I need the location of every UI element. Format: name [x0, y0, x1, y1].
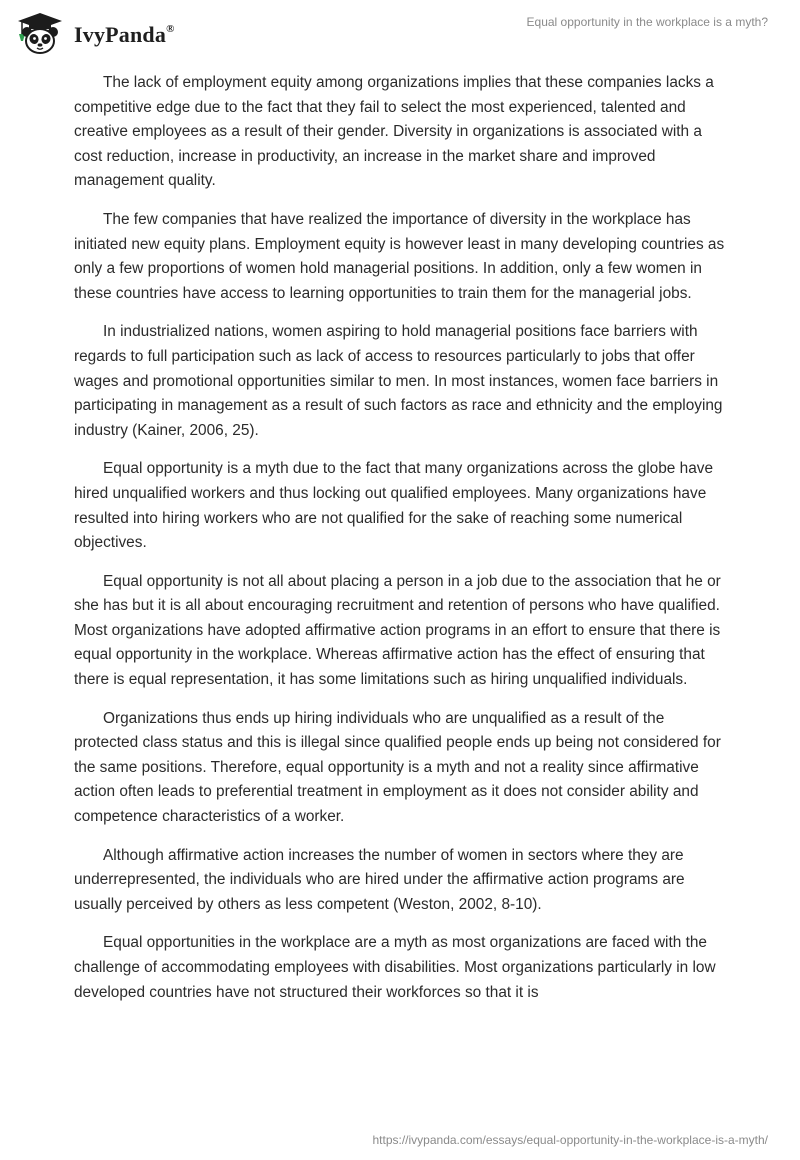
paragraph: In industrialized nations, women aspiring to hold managerial positions face barriers with regards to full participation such as lack of access to resources particularly to jobs that offer wages and promotional opportunities similar to men. In most instances, women face barriers in participating in management as a result of such factors as race and ethnicity and the employing industry (Kainer, 2006, 25). [74, 323, 723, 439]
panda-graduate-icon [14, 10, 66, 56]
ivypanda-logo[interactable] [14, 10, 175, 56]
paragraph: The few companies that have realized the importance of diversity in the workplace has initiated new equity plans. Employment equity is however least in many developing countries as only a few proportions of women hold managerial positions. In addition, only a few women in these countries have access to learning opportunities to train them for the managerial jobs. [74, 210, 725, 302]
paragraph: Equal opportunity is not all about placing a person in a job due to the association that he or she has but it is all about encouraging recruitment and retention of persons who have qualified. Most organizations have adopted affirmative action programs in an effort to ensure that there is equal opportunity in the workplace. Whereas affirmative action has the effect of ensuring that there is equal representation, it has some limitations such as hiring unqualified individuals. [74, 572, 721, 689]
essay-title: Equal opportunity in the workplace is a myth? [526, 15, 768, 29]
brand-name: IvyPanda® [74, 22, 175, 47]
paragraph: Although affirmative action increases the number of women in sectors where they are underrepresented, the individuals who are hired under the affirmative action programs are usually perceived by others as less competent (Weston, 2002, 8-10). [74, 846, 685, 913]
paragraph: Equal opportunities in the workplace are a myth as most organizations are faced with the challenge of accommodating employees with disabilities. Most organizations particularly in low developed countries have not structured their workforces so that it is [74, 934, 716, 1001]
paragraph: Equal opportunity is a myth due to the fact that many organizations across the globe have hired unqualified workers and thus locking out qualified employees. Many organizations have resulted into hiring workers who are not qualified for the sake of reaching some numerical objectives. [74, 460, 714, 552]
paragraph: The lack of employment equity among organizations implies that these companies lacks a competitive edge due to the fact that they fail to select the most experienced, talented and creative employees as a result of their gender. Diversity in organizations is associated with a cost reduction, increase in productivity, an increase in the market share and improved management quality. [74, 74, 714, 190]
paragraph: Organizations thus ends up hiring individuals who are unqualified as a result of the protected class status and this is illegal since qualified people ends up being not considered for the same positions. Therefore, equal opportunity is a myth and not a reality since affirmative action often leads to preferential treatment in employment as it does not consider ability and competence characteristics of a worker. [74, 709, 721, 826]
trademark-symbol: ® [166, 22, 175, 35]
page-header [0, 0, 800, 64]
source-url-link[interactable]: https://ivypanda.com/essays/equal-opportunity-in-the-workplace-is-a-myth/ [372, 1133, 768, 1147]
essay-body [74, 71, 730, 1019]
